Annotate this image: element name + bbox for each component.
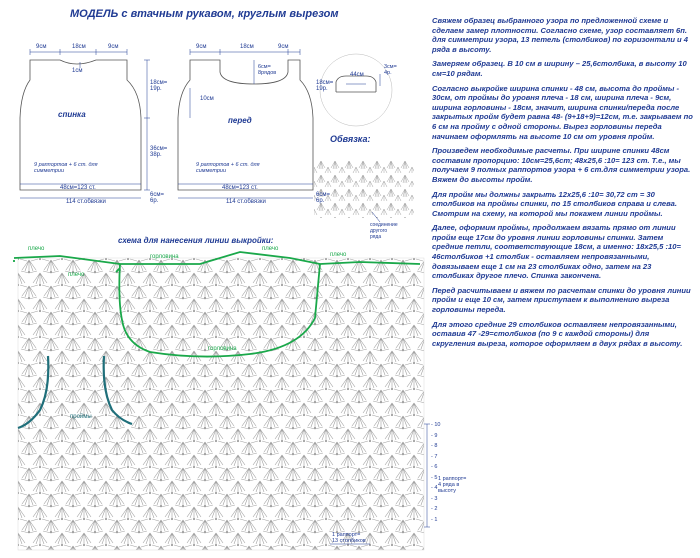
edging-pattern xyxy=(314,160,414,218)
front-neck-top: 6см= 8рядов xyxy=(258,64,277,76)
paragraph: Перед расчитываем и вяжем по расчетам спинки до уровня линии пройм и еще 10 см, затем приступаем к выполнению выреза горловины переда. xyxy=(432,285,691,315)
schema-armholes: проймы xyxy=(70,414,92,420)
front-armhole-height: 18см= 19р. xyxy=(316,80,334,92)
back-side-height: 36см= 38р. xyxy=(150,146,168,158)
paragraph: Свяжем образец выбранного узора по предложенной схеме и сделаем замер плотности. Согласно схеме, узор составляет 6п. для симметрии узора, 13 петель (столбиков) по горизонтали и 4 ряда в высоту. xyxy=(432,16,689,54)
paragraph: Замеряем образец. В 10 см в ширину – 25,6столбика, в высоту 10 см=10 рядам. xyxy=(432,59,687,78)
schema-rapport-note: 1 раппорт= 4 ряда в высоту xyxy=(438,476,467,494)
instructions-text xyxy=(432,16,694,353)
back-dim-mid: 18см xyxy=(72,44,86,50)
back-rapports: 9 раппортов + 6 ст. для симметрии xyxy=(34,162,98,174)
row-number: - 9 xyxy=(431,432,438,439)
front-neck-depth: 10см xyxy=(200,96,214,102)
front-dim-right: 9см xyxy=(278,44,289,50)
schema-title: схема для нанесения линии выкройки: xyxy=(118,236,274,245)
back-dim-right: 9см xyxy=(108,44,119,50)
schema-shoulder-right2: плечо xyxy=(330,252,347,258)
front-width: 48см=123 ст. xyxy=(222,185,258,191)
schema-shoulder-left: плечо xyxy=(28,246,45,252)
front-hem: 6см= 6р. xyxy=(316,192,330,204)
front-label: перед xyxy=(228,116,252,125)
edging-note: соединение другого ряда xyxy=(370,222,398,240)
sleeve-cap-label: 3см= 4р. xyxy=(384,64,397,76)
front-dim-mid: 18см xyxy=(240,44,254,50)
row-number: - 1 xyxy=(431,516,438,523)
paragraph: Далее, оформим проймы, продолжаем вязать прямо от линии пройм еще 17см до уровня линии горловины спинки. Затем средние петли, соответствующие 18см, а именно: 18х25,5 :10= 46столбиков +1 столбик - оставляем непровязанными, довязываем еще 1 см на 23 столбиках одно, затем на 23 столбиках другое плечо. Спинка закончена. xyxy=(432,223,681,281)
schema-neckline-top: горловина xyxy=(150,254,179,260)
back-hem: 6см= 6р. xyxy=(150,192,164,204)
row-number: - 10 xyxy=(431,422,441,428)
back-neck-depth: 1см xyxy=(72,68,83,74)
stitch-schema xyxy=(18,258,424,550)
paragraph: Для этого средние 29 столбиков оставляем непровязанными, оставив 47 -29=столбиков (по 9 с каждой стороны) для скругления выреза, которое оформляем в двух рядах в высоту. xyxy=(432,319,683,348)
front-rapports: 9 раппортов + 6 ст. для симметрии xyxy=(196,162,260,174)
schema-shoulder-right: плечо xyxy=(262,246,279,252)
paragraph: Согласно выкройке ширина спинки - 48 см, высота до проймы - 30см, от проймы до уровня плеча - 18 см, ширина плеча - 9см, ширина горловины - 18см, значит, ширина спинки/переда после закрытых пройм будет равна 48- (9+18+9)=12см, т.е. закрываем по 6 см на пройму с одной стороны. Вырез горловины переда начинаем оформлять на высоте 10 см от уровня пройм. xyxy=(432,83,693,141)
front-bottom: 114 ст.обвязки xyxy=(226,199,266,205)
row-number: - 3 xyxy=(431,495,438,502)
schema-stitch-note: 1 раппорт= 13 столбиков xyxy=(332,532,366,544)
row-number: - 8 xyxy=(431,443,438,449)
row-number: - 6 xyxy=(431,464,438,470)
back-bottom: 114 ст.обвязки xyxy=(66,199,106,205)
paragraph: Для пройм мы должны закрыть 12х25,6 :10= 30,72 ст = 30 столбиков на проймы спинки, по 15 столбиков справа и слева. Смотрим на схему, на которой мы покажем линии проймы. xyxy=(432,189,677,218)
row-number: - 7 xyxy=(431,453,438,460)
edging-title: Обвязка: xyxy=(330,134,371,144)
schema-neckline-bottom: горловина xyxy=(208,346,237,352)
row-number: - 5 xyxy=(431,474,438,481)
sleeve-width: 44см xyxy=(350,72,364,78)
row-number: - 4 xyxy=(431,485,438,491)
back-label: спинка xyxy=(58,110,86,119)
row-number: - 2 xyxy=(431,506,438,512)
schema-shoulder-left2: плечо xyxy=(68,272,85,278)
front-dim-left: 9см xyxy=(196,44,207,50)
back-width: 48см=123 ст. xyxy=(60,185,96,191)
back-dim-left: 9см xyxy=(36,44,47,50)
back-armhole-height: 18см= 19р. xyxy=(150,80,168,92)
page-title: МОДЕЛЬ с втачным рукавом, круглым вырезом xyxy=(70,8,339,20)
paragraph: Произведем необходимые расчеты. При ширине спинки 48см составим пропорцию: 10см=25,6ст; 48х25,6 :10= 123 ст. Т.е., мы получаем 9 полных раппортов узора + 6 ст.для симметрии узора. Вяжем до высоты пройм. xyxy=(432,146,691,184)
